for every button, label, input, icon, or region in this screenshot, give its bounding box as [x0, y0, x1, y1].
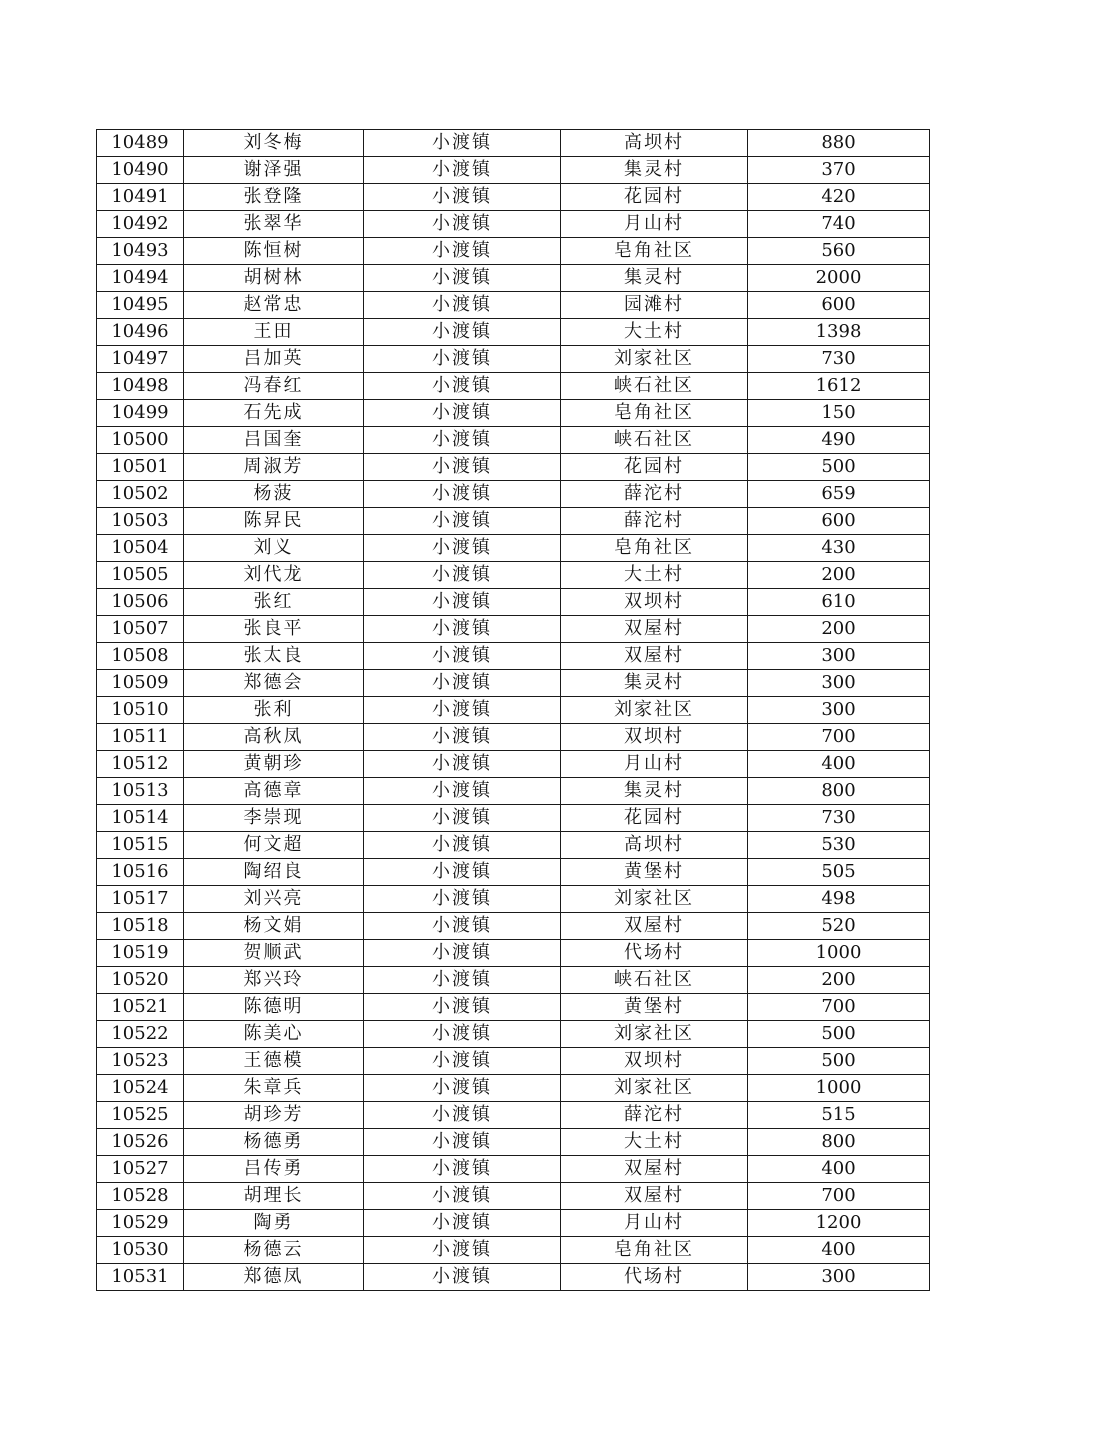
village-cell: 皂角社区 — [561, 400, 748, 427]
record-id-cell: 10502 — [97, 481, 184, 508]
record-id-cell: 10496 — [97, 319, 184, 346]
record-id-cell: 10528 — [97, 1183, 184, 1210]
record-id-cell: 10492 — [97, 211, 184, 238]
record-id-cell: 10500 — [97, 427, 184, 454]
amount-cell: 560 — [748, 238, 930, 265]
record-id-cell: 10507 — [97, 616, 184, 643]
town-cell: 小渡镇 — [364, 535, 561, 562]
table-row — [97, 643, 930, 670]
table-row — [97, 859, 930, 886]
town-cell: 小渡镇 — [364, 643, 561, 670]
village-cell: 大土村 — [561, 1129, 748, 1156]
person-name-cell: 吕加英 — [184, 346, 364, 373]
person-name-cell: 吕传勇 — [184, 1156, 364, 1183]
amount-cell: 800 — [748, 778, 930, 805]
village-cell: 薛沱村 — [561, 508, 748, 535]
village-cell: 刘家社区 — [561, 886, 748, 913]
village-cell: 月山村 — [561, 751, 748, 778]
person-name-cell: 杨文娟 — [184, 913, 364, 940]
roster-table — [96, 129, 930, 1291]
person-name-cell: 黄朝珍 — [184, 751, 364, 778]
town-cell: 小渡镇 — [364, 454, 561, 481]
person-name-cell: 陈德明 — [184, 994, 364, 1021]
amount-cell: 610 — [748, 589, 930, 616]
village-cell: 薛沱村 — [561, 1102, 748, 1129]
village-cell: 薛沱村 — [561, 481, 748, 508]
person-name-cell: 郑德会 — [184, 670, 364, 697]
person-name-cell: 陈恒树 — [184, 238, 364, 265]
table-row — [97, 508, 930, 535]
person-name-cell: 赵常忠 — [184, 292, 364, 319]
person-name-cell: 周淑芳 — [184, 454, 364, 481]
person-name-cell: 胡珍芳 — [184, 1102, 364, 1129]
village-cell: 大土村 — [561, 562, 748, 589]
person-name-cell: 陈美心 — [184, 1021, 364, 1048]
person-name-cell: 张利 — [184, 697, 364, 724]
amount-cell: 1200 — [748, 1210, 930, 1237]
person-name-cell: 张太良 — [184, 643, 364, 670]
record-id-cell: 10530 — [97, 1237, 184, 1264]
amount-cell: 300 — [748, 670, 930, 697]
town-cell: 小渡镇 — [364, 562, 561, 589]
town-cell: 小渡镇 — [364, 238, 561, 265]
amount-cell: 300 — [748, 1264, 930, 1291]
town-cell: 小渡镇 — [364, 1183, 561, 1210]
amount-cell: 400 — [748, 1156, 930, 1183]
table-row — [97, 886, 930, 913]
amount-cell: 200 — [748, 562, 930, 589]
table-row — [97, 1237, 930, 1264]
table-row — [97, 751, 930, 778]
person-name-cell: 张登隆 — [184, 184, 364, 211]
village-cell: 代场村 — [561, 940, 748, 967]
village-cell: 花园村 — [561, 454, 748, 481]
village-cell: 双坝村 — [561, 589, 748, 616]
amount-cell: 800 — [748, 1129, 930, 1156]
table-row — [97, 211, 930, 238]
amount-cell: 1398 — [748, 319, 930, 346]
person-name-cell: 高秋凤 — [184, 724, 364, 751]
table-row — [97, 724, 930, 751]
person-name-cell: 张翠华 — [184, 211, 364, 238]
amount-cell: 300 — [748, 643, 930, 670]
village-cell: 大土村 — [561, 319, 748, 346]
amount-cell: 1612 — [748, 373, 930, 400]
town-cell: 小渡镇 — [364, 859, 561, 886]
table-row — [97, 832, 930, 859]
person-name-cell: 刘冬梅 — [184, 130, 364, 157]
record-id-cell: 10526 — [97, 1129, 184, 1156]
record-id-cell: 10527 — [97, 1156, 184, 1183]
amount-cell: 600 — [748, 508, 930, 535]
amount-cell: 700 — [748, 994, 930, 1021]
town-cell: 小渡镇 — [364, 1237, 561, 1264]
person-name-cell: 石先成 — [184, 400, 364, 427]
village-cell: 集灵村 — [561, 670, 748, 697]
amount-cell: 600 — [748, 292, 930, 319]
town-cell: 小渡镇 — [364, 805, 561, 832]
table-row — [97, 400, 930, 427]
amount-cell: 420 — [748, 184, 930, 211]
table-row — [97, 562, 930, 589]
amount-cell: 730 — [748, 346, 930, 373]
table-row — [97, 805, 930, 832]
table-row — [97, 130, 930, 157]
person-name-cell: 朱章兵 — [184, 1075, 364, 1102]
table-row — [97, 967, 930, 994]
record-id-cell: 10511 — [97, 724, 184, 751]
record-id-cell: 10514 — [97, 805, 184, 832]
record-id-cell: 10491 — [97, 184, 184, 211]
person-name-cell: 贺顺武 — [184, 940, 364, 967]
table-row — [97, 940, 930, 967]
amount-cell: 430 — [748, 535, 930, 562]
person-name-cell: 谢泽强 — [184, 157, 364, 184]
record-id-cell: 10494 — [97, 265, 184, 292]
village-cell: 双屋村 — [561, 1156, 748, 1183]
person-name-cell: 胡树林 — [184, 265, 364, 292]
table-row — [97, 1183, 930, 1210]
village-cell: 刘家社区 — [561, 346, 748, 373]
person-name-cell: 杨菠 — [184, 481, 364, 508]
village-cell: 峡石社区 — [561, 373, 748, 400]
village-cell: 双屋村 — [561, 1183, 748, 1210]
table-row — [97, 373, 930, 400]
person-name-cell: 高德章 — [184, 778, 364, 805]
record-id-cell: 10495 — [97, 292, 184, 319]
record-id-cell: 10522 — [97, 1021, 184, 1048]
village-cell: 花园村 — [561, 184, 748, 211]
record-id-cell: 10497 — [97, 346, 184, 373]
town-cell: 小渡镇 — [364, 967, 561, 994]
village-cell: 皂角社区 — [561, 535, 748, 562]
record-id-cell: 10515 — [97, 832, 184, 859]
amount-cell: 498 — [748, 886, 930, 913]
table-row — [97, 481, 930, 508]
table-row — [97, 1102, 930, 1129]
town-cell: 小渡镇 — [364, 724, 561, 751]
amount-cell: 200 — [748, 967, 930, 994]
table-row — [97, 1264, 930, 1291]
record-id-cell: 10499 — [97, 400, 184, 427]
town-cell: 小渡镇 — [364, 1021, 561, 1048]
town-cell: 小渡镇 — [364, 913, 561, 940]
person-name-cell: 李崇现 — [184, 805, 364, 832]
record-id-cell: 10523 — [97, 1048, 184, 1075]
amount-cell: 150 — [748, 400, 930, 427]
village-cell: 双屋村 — [561, 616, 748, 643]
town-cell: 小渡镇 — [364, 1210, 561, 1237]
person-name-cell: 何文超 — [184, 832, 364, 859]
person-name-cell: 郑德凤 — [184, 1264, 364, 1291]
amount-cell: 730 — [748, 805, 930, 832]
record-id-cell: 10521 — [97, 994, 184, 1021]
record-id-cell: 10490 — [97, 157, 184, 184]
amount-cell: 370 — [748, 157, 930, 184]
village-cell: 月山村 — [561, 211, 748, 238]
table-row — [97, 616, 930, 643]
amount-cell: 700 — [748, 724, 930, 751]
table-row — [97, 319, 930, 346]
amount-cell: 490 — [748, 427, 930, 454]
table-row — [97, 670, 930, 697]
person-name-cell: 张红 — [184, 589, 364, 616]
amount-cell: 515 — [748, 1102, 930, 1129]
village-cell: 月山村 — [561, 1210, 748, 1237]
record-id-cell: 10531 — [97, 1264, 184, 1291]
village-cell: 皂角社区 — [561, 238, 748, 265]
person-name-cell: 王德模 — [184, 1048, 364, 1075]
village-cell: 刘家社区 — [561, 697, 748, 724]
amount-cell: 659 — [748, 481, 930, 508]
record-id-cell: 10513 — [97, 778, 184, 805]
village-cell: 双屋村 — [561, 643, 748, 670]
village-cell: 花园村 — [561, 805, 748, 832]
town-cell: 小渡镇 — [364, 346, 561, 373]
record-id-cell: 10510 — [97, 697, 184, 724]
town-cell: 小渡镇 — [364, 1075, 561, 1102]
village-cell: 集灵村 — [561, 778, 748, 805]
village-cell: 集灵村 — [561, 157, 748, 184]
person-name-cell: 杨德云 — [184, 1237, 364, 1264]
record-id-cell: 10518 — [97, 913, 184, 940]
record-id-cell: 10508 — [97, 643, 184, 670]
record-id-cell: 10517 — [97, 886, 184, 913]
amount-cell: 505 — [748, 859, 930, 886]
table-row — [97, 589, 930, 616]
record-id-cell: 10529 — [97, 1210, 184, 1237]
amount-cell: 880 — [748, 130, 930, 157]
town-cell: 小渡镇 — [364, 184, 561, 211]
town-cell: 小渡镇 — [364, 994, 561, 1021]
village-cell: 代场村 — [561, 1264, 748, 1291]
town-cell: 小渡镇 — [364, 400, 561, 427]
person-name-cell: 胡理长 — [184, 1183, 364, 1210]
record-id-cell: 10524 — [97, 1075, 184, 1102]
roster-table-body — [97, 130, 930, 1291]
amount-cell: 400 — [748, 1237, 930, 1264]
town-cell: 小渡镇 — [364, 1264, 561, 1291]
town-cell: 小渡镇 — [364, 1129, 561, 1156]
amount-cell: 2000 — [748, 265, 930, 292]
amount-cell: 500 — [748, 454, 930, 481]
table-row — [97, 778, 930, 805]
amount-cell: 500 — [748, 1021, 930, 1048]
record-id-cell: 10516 — [97, 859, 184, 886]
village-cell: 集灵村 — [561, 265, 748, 292]
town-cell: 小渡镇 — [364, 697, 561, 724]
person-name-cell: 郑兴玲 — [184, 967, 364, 994]
record-id-cell: 10519 — [97, 940, 184, 967]
table-row — [97, 184, 930, 211]
person-name-cell: 吕国奎 — [184, 427, 364, 454]
person-name-cell: 陈昇民 — [184, 508, 364, 535]
town-cell: 小渡镇 — [364, 778, 561, 805]
amount-cell: 700 — [748, 1183, 930, 1210]
town-cell: 小渡镇 — [364, 589, 561, 616]
table-row — [97, 427, 930, 454]
table-row — [97, 535, 930, 562]
town-cell: 小渡镇 — [364, 1156, 561, 1183]
person-name-cell: 王田 — [184, 319, 364, 346]
record-id-cell: 10505 — [97, 562, 184, 589]
village-cell: 黄堡村 — [561, 994, 748, 1021]
record-id-cell: 10509 — [97, 670, 184, 697]
town-cell: 小渡镇 — [364, 886, 561, 913]
record-id-cell: 10493 — [97, 238, 184, 265]
village-cell: 刘家社区 — [561, 1021, 748, 1048]
table-row — [97, 1048, 930, 1075]
record-id-cell: 10504 — [97, 535, 184, 562]
record-id-cell: 10501 — [97, 454, 184, 481]
town-cell: 小渡镇 — [364, 1102, 561, 1129]
town-cell: 小渡镇 — [364, 1048, 561, 1075]
person-name-cell: 张良平 — [184, 616, 364, 643]
person-name-cell: 陶绍良 — [184, 859, 364, 886]
village-cell: 高坝村 — [561, 130, 748, 157]
table-row — [97, 346, 930, 373]
village-cell: 高坝村 — [561, 832, 748, 859]
table-row — [97, 1021, 930, 1048]
table-row — [97, 454, 930, 481]
amount-cell: 1000 — [748, 940, 930, 967]
person-name-cell: 冯春红 — [184, 373, 364, 400]
table-row — [97, 157, 930, 184]
village-cell: 双坝村 — [561, 1048, 748, 1075]
village-cell: 峡石社区 — [561, 967, 748, 994]
record-id-cell: 10506 — [97, 589, 184, 616]
table-row — [97, 913, 930, 940]
record-id-cell: 10520 — [97, 967, 184, 994]
village-cell: 黄堡村 — [561, 859, 748, 886]
town-cell: 小渡镇 — [364, 616, 561, 643]
town-cell: 小渡镇 — [364, 130, 561, 157]
amount-cell: 300 — [748, 697, 930, 724]
amount-cell: 1000 — [748, 1075, 930, 1102]
town-cell: 小渡镇 — [364, 157, 561, 184]
record-id-cell: 10498 — [97, 373, 184, 400]
amount-cell: 500 — [748, 1048, 930, 1075]
town-cell: 小渡镇 — [364, 751, 561, 778]
town-cell: 小渡镇 — [364, 319, 561, 346]
record-id-cell: 10489 — [97, 130, 184, 157]
table-row — [97, 1129, 930, 1156]
village-cell: 刘家社区 — [561, 1075, 748, 1102]
town-cell: 小渡镇 — [364, 508, 561, 535]
record-id-cell: 10503 — [97, 508, 184, 535]
village-cell: 双屋村 — [561, 913, 748, 940]
town-cell: 小渡镇 — [364, 940, 561, 967]
table-row — [97, 1156, 930, 1183]
village-cell: 皂角社区 — [561, 1237, 748, 1264]
person-name-cell: 刘兴亮 — [184, 886, 364, 913]
town-cell: 小渡镇 — [364, 265, 561, 292]
amount-cell: 530 — [748, 832, 930, 859]
person-name-cell: 陶勇 — [184, 1210, 364, 1237]
record-id-cell: 10512 — [97, 751, 184, 778]
town-cell: 小渡镇 — [364, 373, 561, 400]
town-cell: 小渡镇 — [364, 481, 561, 508]
amount-cell: 400 — [748, 751, 930, 778]
village-cell: 双坝村 — [561, 724, 748, 751]
table-row — [97, 1075, 930, 1102]
table-row — [97, 265, 930, 292]
record-id-cell: 10525 — [97, 1102, 184, 1129]
village-cell: 峡石社区 — [561, 427, 748, 454]
person-name-cell: 刘义 — [184, 535, 364, 562]
town-cell: 小渡镇 — [364, 670, 561, 697]
amount-cell: 520 — [748, 913, 930, 940]
table-row — [97, 238, 930, 265]
town-cell: 小渡镇 — [364, 211, 561, 238]
village-cell: 园滩村 — [561, 292, 748, 319]
table-row — [97, 697, 930, 724]
amount-cell: 200 — [748, 616, 930, 643]
town-cell: 小渡镇 — [364, 427, 561, 454]
table-row — [97, 292, 930, 319]
table-row — [97, 1210, 930, 1237]
table-row — [97, 994, 930, 1021]
person-name-cell: 杨德勇 — [184, 1129, 364, 1156]
town-cell: 小渡镇 — [364, 292, 561, 319]
town-cell: 小渡镇 — [364, 832, 561, 859]
amount-cell: 740 — [748, 211, 930, 238]
person-name-cell: 刘代龙 — [184, 562, 364, 589]
